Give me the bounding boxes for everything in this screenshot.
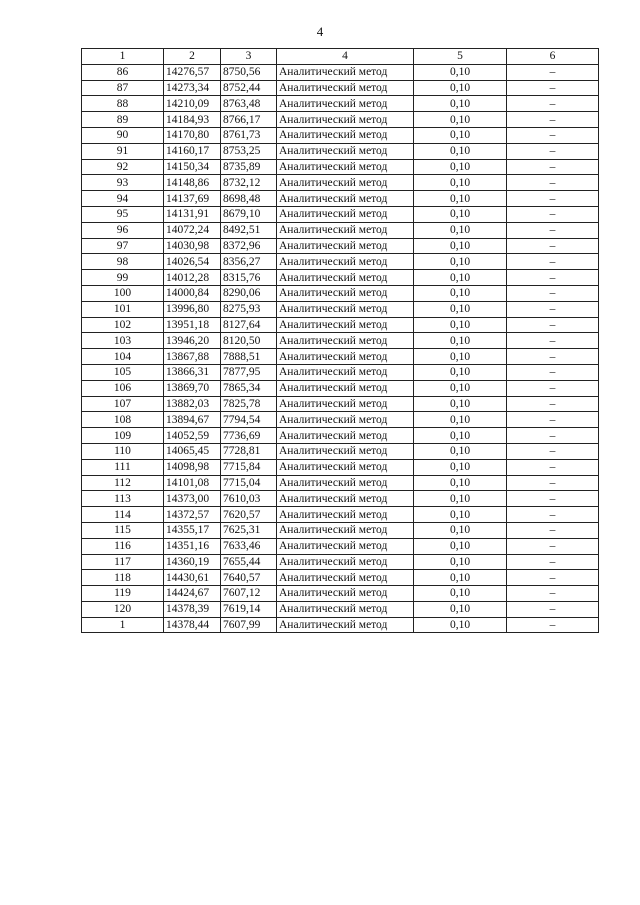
y-coordinate-cell: 8290,06 — [221, 285, 277, 301]
table-row — [82, 554, 599, 570]
table-row — [82, 285, 599, 301]
y-coordinate-cell: 7865,34 — [221, 380, 277, 396]
note-cell: – — [507, 64, 599, 80]
point-number-cell: 116 — [82, 538, 164, 554]
note-cell: – — [507, 617, 599, 633]
method-cell: Аналитический метод — [277, 538, 414, 554]
method-cell: Аналитический метод — [277, 191, 414, 207]
table-row — [82, 96, 599, 112]
method-cell: Аналитический метод — [277, 254, 414, 270]
y-coordinate-cell: 7655,44 — [221, 554, 277, 570]
table-row — [82, 349, 599, 365]
x-coordinate-cell: 14148,86 — [164, 175, 221, 191]
accuracy-cell: 0,10 — [414, 475, 507, 491]
accuracy-cell: 0,10 — [414, 459, 507, 475]
note-cell: – — [507, 601, 599, 617]
method-cell: Аналитический метод — [277, 143, 414, 159]
method-cell: Аналитический метод — [277, 159, 414, 175]
method-cell: Аналитический метод — [277, 349, 414, 365]
x-coordinate-cell: 13996,80 — [164, 301, 221, 317]
y-coordinate-cell: 7877,95 — [221, 364, 277, 380]
note-cell: – — [507, 522, 599, 538]
note-cell: – — [507, 191, 599, 207]
table-header — [82, 49, 599, 65]
note-cell: – — [507, 175, 599, 191]
x-coordinate-cell: 14430,61 — [164, 570, 221, 586]
note-cell: – — [507, 96, 599, 112]
method-cell: Аналитический метод — [277, 428, 414, 444]
x-coordinate-cell: 14378,44 — [164, 617, 221, 633]
accuracy-cell: 0,10 — [414, 443, 507, 459]
y-coordinate-cell: 7888,51 — [221, 349, 277, 365]
accuracy-cell: 0,10 — [414, 364, 507, 380]
x-coordinate-cell: 14355,17 — [164, 522, 221, 538]
x-coordinate-cell: 14360,19 — [164, 554, 221, 570]
y-coordinate-cell: 8761,73 — [221, 127, 277, 143]
x-coordinate-cell: 14184,93 — [164, 112, 221, 128]
y-coordinate-cell: 8753,25 — [221, 143, 277, 159]
table-row — [82, 428, 599, 444]
table-row — [82, 570, 599, 586]
point-number-cell: 101 — [82, 301, 164, 317]
column-header-6: 6 — [507, 49, 599, 65]
method-cell: Аналитический метод — [277, 459, 414, 475]
table-row — [82, 507, 599, 523]
table-body — [82, 64, 599, 633]
x-coordinate-cell: 13866,31 — [164, 364, 221, 380]
header-row — [82, 49, 599, 65]
note-cell: – — [507, 222, 599, 238]
method-cell: Аналитический метод — [277, 522, 414, 538]
point-number-cell: 96 — [82, 222, 164, 238]
note-cell: – — [507, 317, 599, 333]
note-cell: – — [507, 459, 599, 475]
accuracy-cell: 0,10 — [414, 317, 507, 333]
note-cell: – — [507, 285, 599, 301]
column-header-2: 2 — [164, 49, 221, 65]
x-coordinate-cell: 14373,00 — [164, 491, 221, 507]
y-coordinate-cell: 7736,69 — [221, 428, 277, 444]
point-number-cell: 1 — [82, 617, 164, 633]
x-coordinate-cell: 14372,57 — [164, 507, 221, 523]
x-coordinate-cell: 14030,98 — [164, 238, 221, 254]
x-coordinate-cell: 13867,88 — [164, 349, 221, 365]
point-number-cell: 118 — [82, 570, 164, 586]
method-cell: Аналитический метод — [277, 317, 414, 333]
y-coordinate-cell: 7607,12 — [221, 586, 277, 602]
table-row — [82, 601, 599, 617]
point-number-cell: 87 — [82, 80, 164, 96]
point-number-cell: 99 — [82, 270, 164, 286]
table-row — [82, 64, 599, 80]
note-cell: – — [507, 301, 599, 317]
y-coordinate-cell: 8766,17 — [221, 112, 277, 128]
y-coordinate-cell: 7640,57 — [221, 570, 277, 586]
point-number-cell: 103 — [82, 333, 164, 349]
accuracy-cell: 0,10 — [414, 238, 507, 254]
note-cell: – — [507, 270, 599, 286]
method-cell: Аналитический метод — [277, 412, 414, 428]
y-coordinate-cell: 7715,84 — [221, 459, 277, 475]
accuracy-cell: 0,10 — [414, 522, 507, 538]
note-cell: – — [507, 349, 599, 365]
note-cell: – — [507, 570, 599, 586]
table-row — [82, 333, 599, 349]
method-cell: Аналитический метод — [277, 270, 414, 286]
point-number-cell: 88 — [82, 96, 164, 112]
point-number-cell: 94 — [82, 191, 164, 207]
table-row — [82, 617, 599, 633]
accuracy-cell: 0,10 — [414, 159, 507, 175]
accuracy-cell: 0,10 — [414, 127, 507, 143]
x-coordinate-cell: 14170,80 — [164, 127, 221, 143]
note-cell: – — [507, 206, 599, 222]
point-number-cell: 91 — [82, 143, 164, 159]
note-cell: – — [507, 80, 599, 96]
accuracy-cell: 0,10 — [414, 412, 507, 428]
x-coordinate-cell: 14137,69 — [164, 191, 221, 207]
note-cell: – — [507, 380, 599, 396]
table-row — [82, 538, 599, 554]
table-row — [82, 364, 599, 380]
accuracy-cell: 0,10 — [414, 285, 507, 301]
table-row — [82, 586, 599, 602]
note-cell: – — [507, 507, 599, 523]
note-cell: – — [507, 586, 599, 602]
x-coordinate-cell: 14131,91 — [164, 206, 221, 222]
point-number-cell: 119 — [82, 586, 164, 602]
x-coordinate-cell: 14026,54 — [164, 254, 221, 270]
point-number-cell: 109 — [82, 428, 164, 444]
x-coordinate-cell: 14098,98 — [164, 459, 221, 475]
point-number-cell: 110 — [82, 443, 164, 459]
x-coordinate-cell: 14276,57 — [164, 64, 221, 80]
accuracy-cell: 0,10 — [414, 301, 507, 317]
accuracy-cell: 0,10 — [414, 143, 507, 159]
point-number-cell: 108 — [82, 412, 164, 428]
table-row — [82, 459, 599, 475]
y-coordinate-cell: 7794,54 — [221, 412, 277, 428]
point-number-cell: 100 — [82, 285, 164, 301]
method-cell: Аналитический метод — [277, 96, 414, 112]
point-number-cell: 112 — [82, 475, 164, 491]
point-number-cell: 113 — [82, 491, 164, 507]
y-coordinate-cell: 8750,56 — [221, 64, 277, 80]
method-cell: Аналитический метод — [277, 475, 414, 491]
y-coordinate-cell: 7610,03 — [221, 491, 277, 507]
x-coordinate-cell: 13951,18 — [164, 317, 221, 333]
note-cell: – — [507, 159, 599, 175]
x-coordinate-cell: 14101,08 — [164, 475, 221, 491]
note-cell: – — [507, 396, 599, 412]
note-cell: – — [507, 491, 599, 507]
accuracy-cell: 0,10 — [414, 270, 507, 286]
note-cell: – — [507, 254, 599, 270]
table-row — [82, 112, 599, 128]
y-coordinate-cell: 7633,46 — [221, 538, 277, 554]
note-cell: – — [507, 112, 599, 128]
note-cell: – — [507, 238, 599, 254]
accuracy-cell: 0,10 — [414, 380, 507, 396]
x-coordinate-cell: 14065,45 — [164, 443, 221, 459]
table-row — [82, 175, 599, 191]
coordinates-table — [81, 48, 599, 633]
method-cell: Аналитический метод — [277, 491, 414, 507]
note-cell: – — [507, 475, 599, 491]
point-number-cell: 107 — [82, 396, 164, 412]
accuracy-cell: 0,10 — [414, 349, 507, 365]
point-number-cell: 120 — [82, 601, 164, 617]
accuracy-cell: 0,10 — [414, 491, 507, 507]
accuracy-cell: 0,10 — [414, 538, 507, 554]
y-coordinate-cell: 8752,44 — [221, 80, 277, 96]
column-header-5: 5 — [414, 49, 507, 65]
method-cell: Аналитический метод — [277, 570, 414, 586]
page-number: 4 — [316, 24, 324, 39]
table-row — [82, 301, 599, 317]
y-coordinate-cell: 8735,89 — [221, 159, 277, 175]
x-coordinate-cell: 13894,67 — [164, 412, 221, 428]
point-number-cell: 111 — [82, 459, 164, 475]
table-row — [82, 191, 599, 207]
note-cell: – — [507, 333, 599, 349]
accuracy-cell: 0,10 — [414, 617, 507, 633]
x-coordinate-cell: 13869,70 — [164, 380, 221, 396]
method-cell: Аналитический метод — [277, 238, 414, 254]
point-number-cell: 93 — [82, 175, 164, 191]
y-coordinate-cell: 8127,64 — [221, 317, 277, 333]
point-number-cell: 86 — [82, 64, 164, 80]
note-cell: – — [507, 428, 599, 444]
point-number-cell: 98 — [82, 254, 164, 270]
x-coordinate-cell: 14150,34 — [164, 159, 221, 175]
table-row — [82, 127, 599, 143]
method-cell: Аналитический метод — [277, 222, 414, 238]
x-coordinate-cell: 14000,84 — [164, 285, 221, 301]
accuracy-cell: 0,10 — [414, 428, 507, 444]
accuracy-cell: 0,10 — [414, 96, 507, 112]
accuracy-cell: 0,10 — [414, 191, 507, 207]
method-cell: Аналитический метод — [277, 364, 414, 380]
x-coordinate-cell: 14072,24 — [164, 222, 221, 238]
accuracy-cell: 0,10 — [414, 586, 507, 602]
point-number-cell: 90 — [82, 127, 164, 143]
accuracy-cell: 0,10 — [414, 333, 507, 349]
point-number-cell: 92 — [82, 159, 164, 175]
table-row — [82, 159, 599, 175]
table-row — [82, 206, 599, 222]
point-number-cell: 117 — [82, 554, 164, 570]
y-coordinate-cell: 8698,48 — [221, 191, 277, 207]
accuracy-cell: 0,10 — [414, 175, 507, 191]
method-cell: Аналитический метод — [277, 554, 414, 570]
note-cell: – — [507, 538, 599, 554]
x-coordinate-cell: 14052,59 — [164, 428, 221, 444]
x-coordinate-cell: 14210,09 — [164, 96, 221, 112]
accuracy-cell: 0,10 — [414, 112, 507, 128]
table-row — [82, 491, 599, 507]
x-coordinate-cell: 14160,17 — [164, 143, 221, 159]
x-coordinate-cell: 13946,20 — [164, 333, 221, 349]
table-row — [82, 522, 599, 538]
y-coordinate-cell: 7825,78 — [221, 396, 277, 412]
point-number-cell: 104 — [82, 349, 164, 365]
y-coordinate-cell: 7619,14 — [221, 601, 277, 617]
method-cell: Аналитический метод — [277, 285, 414, 301]
accuracy-cell: 0,10 — [414, 570, 507, 586]
table-row — [82, 254, 599, 270]
note-cell: – — [507, 127, 599, 143]
note-cell: – — [507, 143, 599, 159]
table-row — [82, 317, 599, 333]
table-row — [82, 270, 599, 286]
method-cell: Аналитический метод — [277, 112, 414, 128]
method-cell: Аналитический метод — [277, 507, 414, 523]
point-number-cell: 106 — [82, 380, 164, 396]
note-cell: – — [507, 412, 599, 428]
accuracy-cell: 0,10 — [414, 507, 507, 523]
note-cell: – — [507, 554, 599, 570]
column-header-4: 4 — [277, 49, 414, 65]
point-number-cell: 115 — [82, 522, 164, 538]
method-cell: Аналитический метод — [277, 80, 414, 96]
point-number-cell: 97 — [82, 238, 164, 254]
method-cell: Аналитический метод — [277, 601, 414, 617]
table-row — [82, 238, 599, 254]
note-cell: – — [507, 364, 599, 380]
method-cell: Аналитический метод — [277, 617, 414, 633]
column-header-1: 1 — [82, 49, 164, 65]
y-coordinate-cell: 8492,51 — [221, 222, 277, 238]
table-row — [82, 80, 599, 96]
method-cell: Аналитический метод — [277, 396, 414, 412]
x-coordinate-cell: 14424,67 — [164, 586, 221, 602]
table-row — [82, 412, 599, 428]
y-coordinate-cell: 7607,99 — [221, 617, 277, 633]
method-cell: Аналитический метод — [277, 127, 414, 143]
point-number-cell: 95 — [82, 206, 164, 222]
accuracy-cell: 0,10 — [414, 396, 507, 412]
accuracy-cell: 0,10 — [414, 254, 507, 270]
x-coordinate-cell: 14351,16 — [164, 538, 221, 554]
x-coordinate-cell: 13882,03 — [164, 396, 221, 412]
y-coordinate-cell: 8679,10 — [221, 206, 277, 222]
y-coordinate-cell: 8732,12 — [221, 175, 277, 191]
method-cell: Аналитический метод — [277, 586, 414, 602]
y-coordinate-cell: 7728,81 — [221, 443, 277, 459]
y-coordinate-cell: 8372,96 — [221, 238, 277, 254]
point-number-cell: 89 — [82, 112, 164, 128]
y-coordinate-cell: 7625,31 — [221, 522, 277, 538]
method-cell: Аналитический метод — [277, 64, 414, 80]
accuracy-cell: 0,10 — [414, 601, 507, 617]
method-cell: Аналитический метод — [277, 175, 414, 191]
accuracy-cell: 0,10 — [414, 64, 507, 80]
x-coordinate-cell: 14012,28 — [164, 270, 221, 286]
y-coordinate-cell: 8120,50 — [221, 333, 277, 349]
y-coordinate-cell: 7715,04 — [221, 475, 277, 491]
x-coordinate-cell: 14273,34 — [164, 80, 221, 96]
y-coordinate-cell: 8356,27 — [221, 254, 277, 270]
point-number-cell: 102 — [82, 317, 164, 333]
table-row — [82, 396, 599, 412]
table-row — [82, 443, 599, 459]
x-coordinate-cell: 14378,39 — [164, 601, 221, 617]
table-row — [82, 143, 599, 159]
accuracy-cell: 0,10 — [414, 554, 507, 570]
method-cell: Аналитический метод — [277, 206, 414, 222]
point-number-cell: 114 — [82, 507, 164, 523]
table-row — [82, 222, 599, 238]
method-cell: Аналитический метод — [277, 443, 414, 459]
point-number-cell: 105 — [82, 364, 164, 380]
method-cell: Аналитический метод — [277, 380, 414, 396]
note-cell: – — [507, 443, 599, 459]
y-coordinate-cell: 8763,48 — [221, 96, 277, 112]
method-cell: Аналитический метод — [277, 301, 414, 317]
accuracy-cell: 0,10 — [414, 80, 507, 96]
y-coordinate-cell: 7620,57 — [221, 507, 277, 523]
table-row — [82, 475, 599, 491]
table-row — [82, 380, 599, 396]
y-coordinate-cell: 8315,76 — [221, 270, 277, 286]
accuracy-cell: 0,10 — [414, 206, 507, 222]
column-header-3: 3 — [221, 49, 277, 65]
method-cell: Аналитический метод — [277, 333, 414, 349]
accuracy-cell: 0,10 — [414, 222, 507, 238]
y-coordinate-cell: 8275,93 — [221, 301, 277, 317]
